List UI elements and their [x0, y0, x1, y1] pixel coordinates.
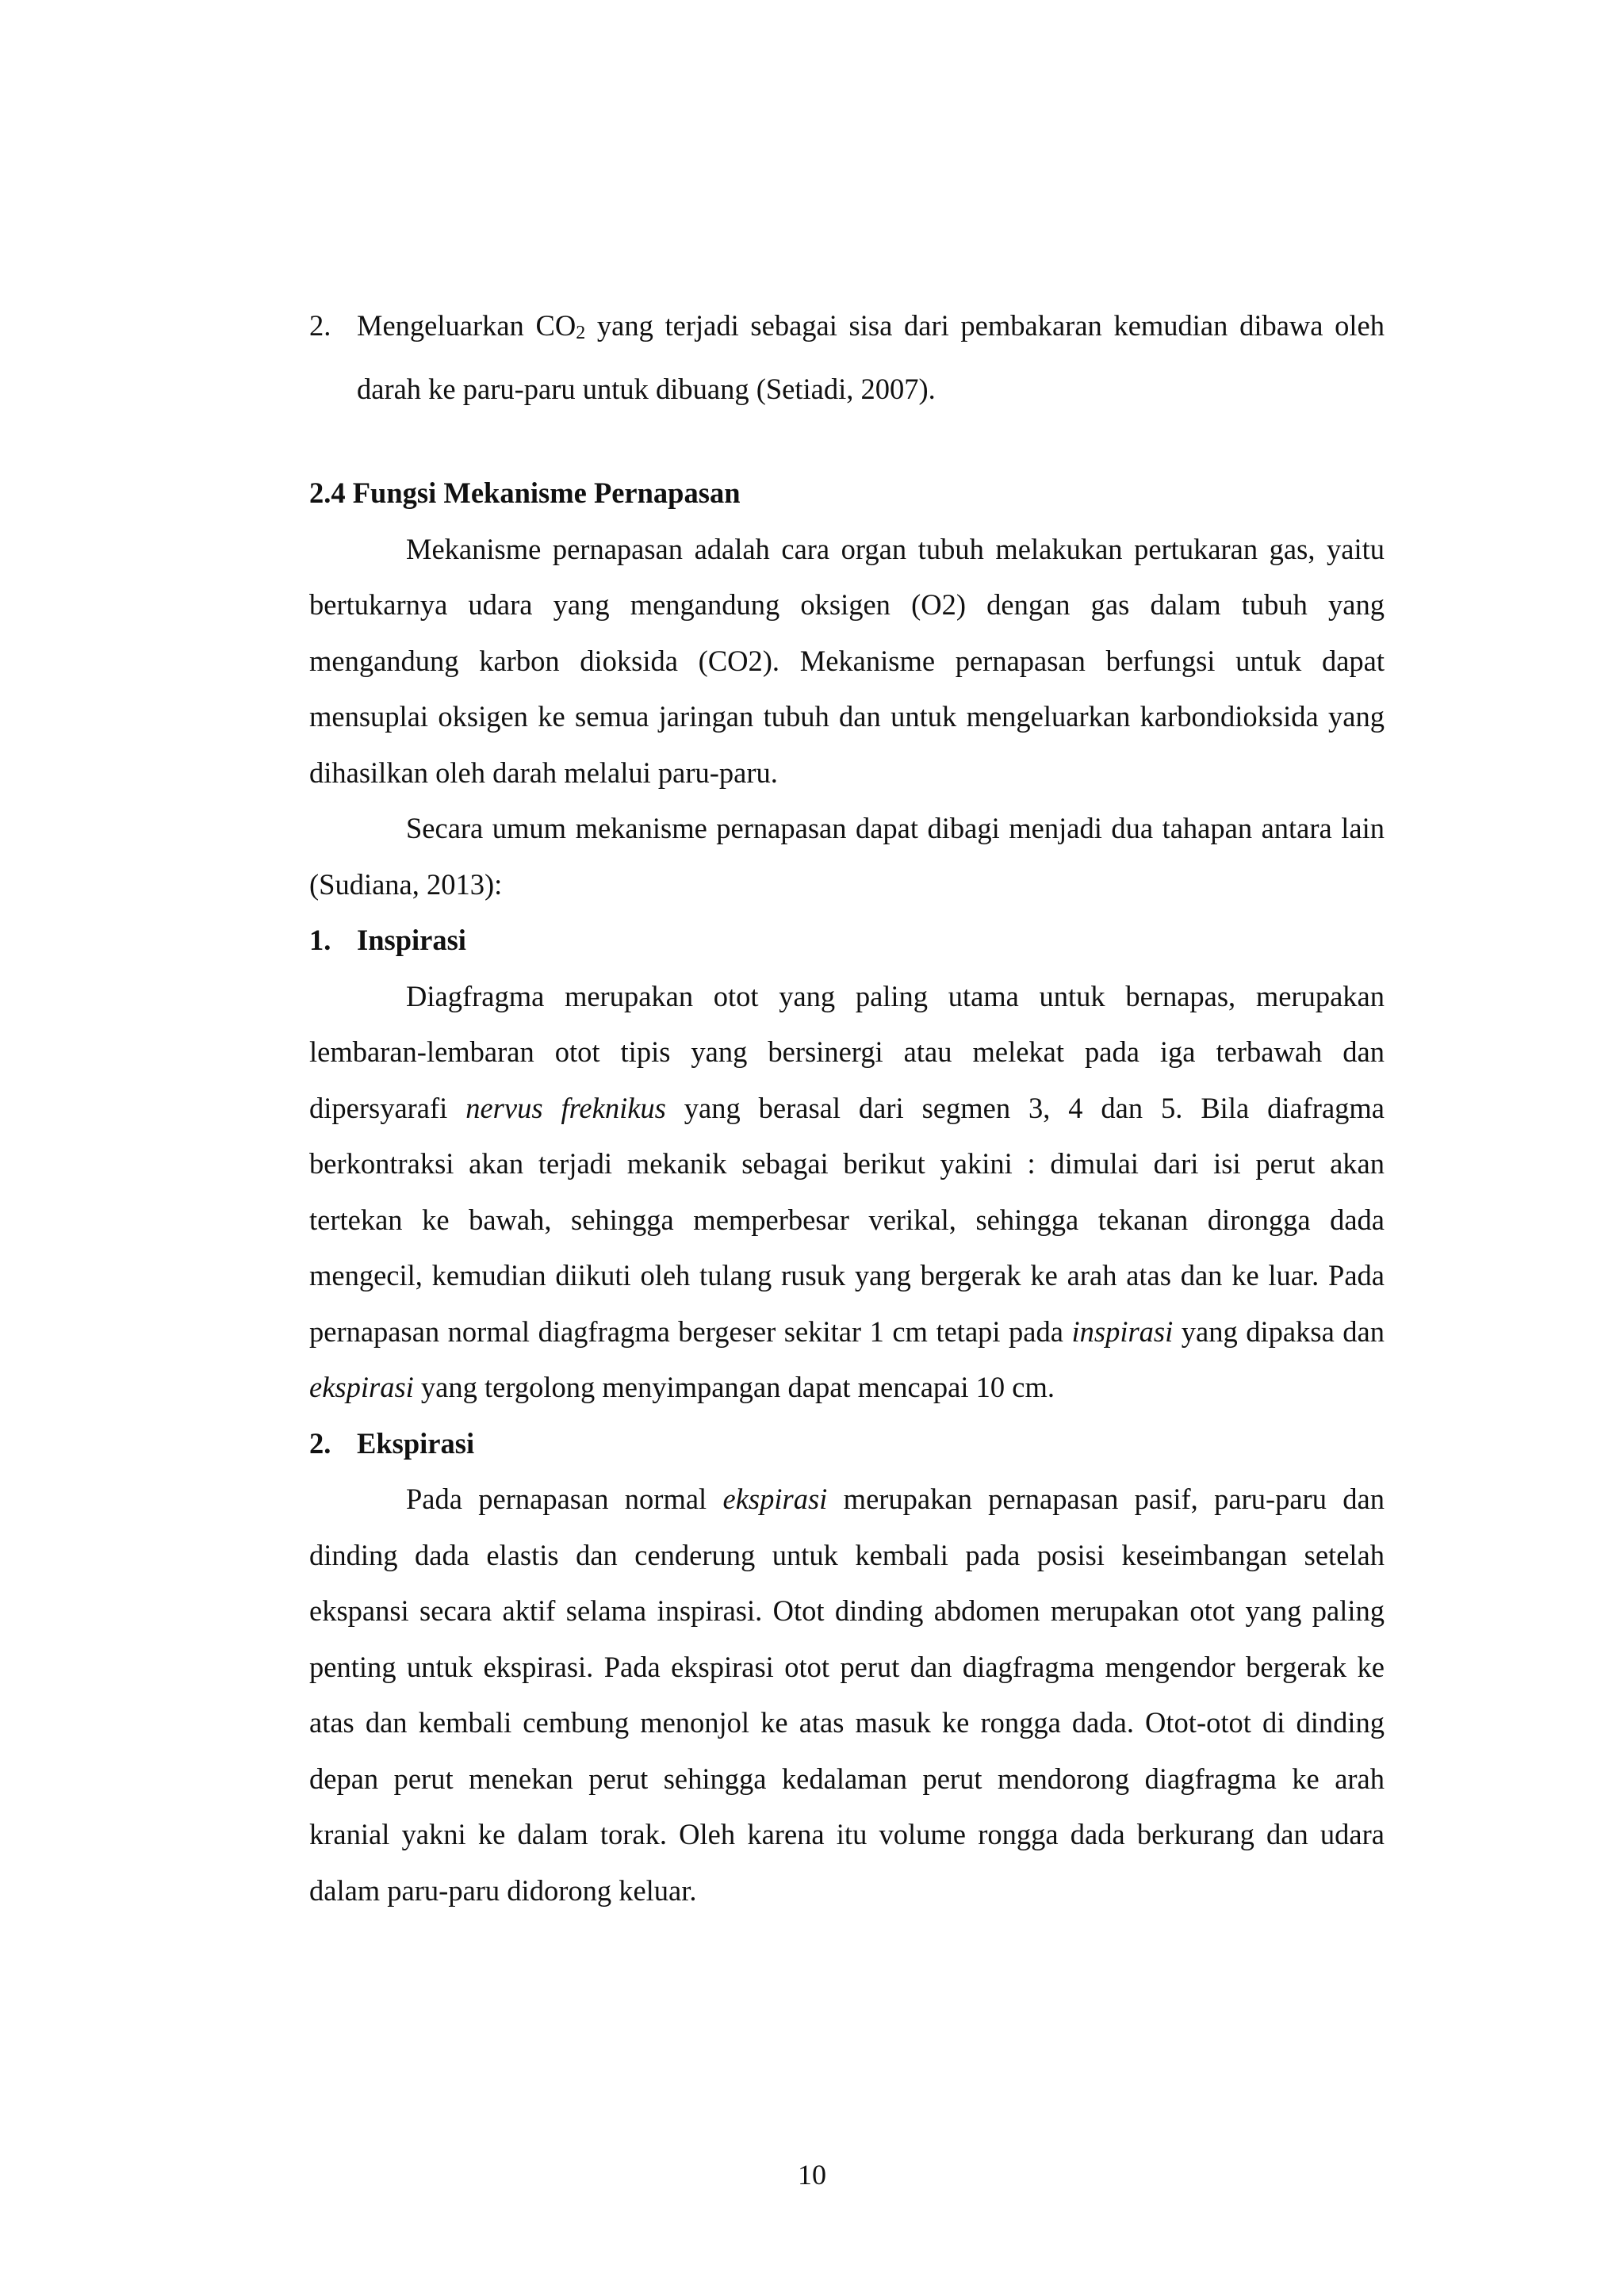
subheading-number: 2. — [309, 1426, 331, 1460]
list-item-text-post: yang terjadi sebagai sisa dari pembakaran kemudian dibawa oleh darah ke paru-paru untuk dibuang (Setiadi, 2007). — [357, 309, 1385, 405]
main-content — [309, 465, 1385, 1919]
subheading-inspirasi — [309, 913, 1385, 969]
section-heading: 2.4 Fungsi Mekanisme Pernapasan — [309, 476, 741, 509]
inspirasi-italic-2: inspirasi — [1071, 1314, 1174, 1348]
list-item-co2 — [309, 298, 1385, 417]
ekspirasi-paragraph — [309, 1471, 1385, 1919]
list-item-text-pre: Mengeluarkan CO — [357, 309, 576, 342]
section-paragraph-1: Mekanisme pernapasan adalah cara organ tubuh melakukan pertukaran gas, yaitu bertukarnya udara yang mengandung oksigen (O2) dengan gas dalam tubuh yang mengandung karbon dioksida (CO2). Mekanisme pernapasan berfungsi untuk dapat mensuplai oksigen ke semua jaringan tubuh dan untuk mengeluarkan karbondioksida yang dihasilkan oleh darah melalui paru-paru. — [309, 532, 1385, 789]
inspirasi-italic-3: ekspirasi — [309, 1371, 414, 1403]
subheading-title: Inspirasi — [357, 924, 466, 956]
list-item-text — [357, 298, 1385, 417]
section-paragraph-2: Secara umum mekanisme pernapasan dapat dibagi menjadi dua tahapan antara lain (Sudiana, 2013): — [309, 812, 1385, 901]
list-item-number: 2. — [309, 309, 331, 342]
inspirasi-paragraph — [309, 969, 1385, 1416]
ekspirasi-text-2: merupakan pernapasan pasif, paru-paru dan dinding dada elastis dan cenderung untuk kembali pada posisi keseimbangan setelah ekspansi secara aktif selama inspirasi. Otot dinding abdomen merupakan otot yang paling penting untuk ekspirasi. Pada ekspirasi otot perut dan diagfragma mengendor bergerak ke atas dan kembali cembung menonjol ke atas masuk ke rongga dada. Otot-otot di dinding depan perut menekan perut sehingga kedalaman perut mendorong diagfragma ke arah kranial yakni ke dalam torak. Oleh karena itu volume rongga dada berkurang dan udara dalam paru-paru didorong keluar. — [309, 1483, 1385, 1907]
inspirasi-text-2: yang berasal dari segmen 3, 4 dan 5. Bila diafragma berkontraksi akan terjadi mekanik sebagai berikut yakini : dimulai dari isi perut akan tertekan ke bawah, sehingga memperbesar verikal, sehingga tekanan dirongga dada mengecil, kemudian diikuti oleh tulang rusuk yang bergerak ke arah atas dan ke luar. Pada pernapasan normal diagfragma bergeser sekitar 1 cm tetapi pada — [309, 1091, 1385, 1348]
inspirasi-text-1: Diagfragma merupakan otot yang paling utama untuk bernapas, merupakan lembaran-lembaran otot tipis yang bersinergi atau melekat pada iga terbawah dan dipersyarafi — [309, 979, 1385, 1124]
subheading-title: Ekspirasi — [357, 1426, 475, 1460]
inspirasi-text-3: yang dipaksa dan — [1173, 1314, 1385, 1348]
ekspirasi-italic-1: ekspirasi — [722, 1483, 828, 1515]
inspirasi-italic-1: nervus freknikus — [465, 1091, 666, 1124]
ekspirasi-text-1: Pada pernapasan normal — [406, 1483, 723, 1515]
subheading-ekspirasi — [309, 1416, 1385, 1472]
page-number: 10 — [798, 2159, 826, 2191]
co2-subscript: 2 — [576, 323, 586, 343]
subheading-number: 1. — [309, 924, 331, 956]
inspirasi-text-4: yang tergolong menyimpangan dapat mencapai 10 cm. — [413, 1371, 1055, 1403]
